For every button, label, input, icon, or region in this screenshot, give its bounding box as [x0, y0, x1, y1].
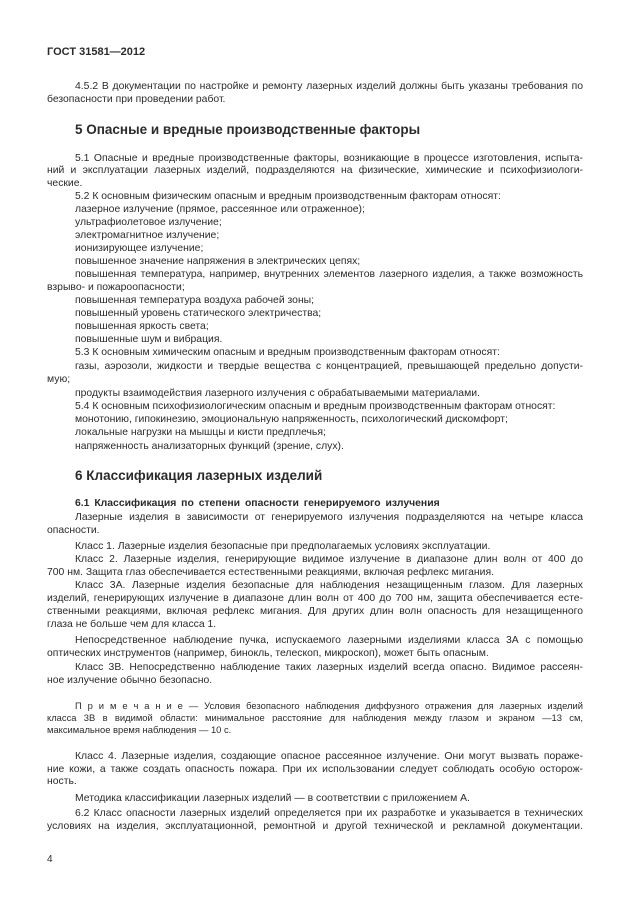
- section-heading: 5 Опасные и вредные производственные факторы: [75, 122, 421, 137]
- text-line: продукты взаимодействия лазерного излучения с обрабатываемыми материалами.: [75, 388, 480, 399]
- text-line: мую;: [47, 374, 71, 385]
- text-line: глаза не больше чем для класса 1.: [47, 619, 217, 630]
- page-number: 4: [47, 854, 53, 865]
- text-line: 5.4 К основным психофизиологическим опасным и вредным производственным факторам относят:: [75, 401, 556, 412]
- section-heading: 6 Классификация лазерных изделий: [75, 468, 323, 483]
- text-line: газы, аэрозоли, жидкости и твердые вещества с концентрацией, превышающей предельно допусти-: [75, 361, 583, 372]
- text-line: безопасности при проведении работ.: [47, 94, 226, 105]
- text-line: Класс 3А. Лазерные изделия безопасные для наблюдения незащищенным глазом. Для лазерных: [75, 580, 583, 591]
- text-line: изделий, генерирующих излучение в диапазоне длин волн от 400 до 700 нм, защита обеспечивается есте-: [47, 593, 583, 604]
- note-text: класса 3В в видимой области: минимальное расстояние для наблюдения между глазом и экраном —13 см,: [47, 712, 583, 723]
- text-line: 5.3 К основным химическим опасным и вредным производственным факторам относят:: [75, 347, 500, 358]
- text-line: повышенный уровень статического электричества;: [75, 308, 322, 319]
- text-line: Класс 3В. Непосредственно наблюдение таких лазерных изделий всегда опасно. Видимое рассеян-: [75, 662, 583, 673]
- text-line: Лазерные изделия в зависимости от генерируемого излучения подразделяются на четыре класса: [75, 512, 583, 523]
- text-line: Класс 2. Лазерные изделия, генерирующие видимое излучение в диапазоне длин волн от 400 до: [75, 554, 583, 565]
- text-line: электромагнитное излучение;: [75, 230, 220, 241]
- document-header: ГОСТ 31581—2012: [47, 46, 146, 58]
- text-line: ультрафиолетовое излучение;: [75, 217, 222, 228]
- text-line: взрыво- и пожароопасности;: [47, 282, 185, 293]
- text-line: повышенное значение напряжения в электрических цепях;: [75, 256, 361, 267]
- text-line: ческие.: [47, 178, 83, 189]
- text-line: монотонию, гипокинезию, эмоциональную напряженность, психологический дискомфорт;: [75, 414, 508, 425]
- text-line: 5.1 Опасные и вредные производственные факторы, возникающие в процессе изготовления, испыта-: [75, 153, 583, 164]
- text-line: ное излучение обычно безопасно.: [47, 675, 213, 686]
- text-line: локальные нагрузки на мышцы и кисти предплечья;: [75, 427, 326, 438]
- note-text: максимальное время наблюдения — 10 с.: [47, 724, 232, 735]
- text-line: напряженность анализаторных функций (зрение, слух).: [75, 441, 344, 452]
- text-line: опасности.: [47, 525, 100, 536]
- text-line: 700 нм. Защита глаз обеспечивается естественными реакциями, включая рефлекс мигания.: [47, 567, 494, 578]
- text-line: лазерное излучение (прямое, рассеянное или отраженное);: [75, 204, 365, 215]
- text-line: Непосредственное наблюдение пучка, испускаемого лазерными изделиями класса 3А с помощью: [75, 635, 583, 646]
- text-line: ность.: [47, 776, 77, 787]
- text-line: 5.2 К основным физическим опасным и вредным производственным факторам относят:: [75, 191, 501, 202]
- text-line: повышенная температура воздуха рабочей зоны;: [75, 295, 315, 306]
- text-line: повышенная яркость света;: [75, 321, 209, 332]
- text-line: ние кожи, а также создать опасность пожара. При их использовании следует соблюдать особую осторож-: [47, 764, 583, 775]
- subsection-heading: 6.1 Классификация по степени опасности генерируемого излучения: [75, 498, 440, 509]
- text-line: ственными реакциями, включая рефлекс мигания. Для других длин волн опасность для незащищенного: [47, 606, 583, 617]
- text-line: ний и эксплуатации лазерных изделий, подразделяются на физические, химические и психофизиологи-: [47, 165, 583, 176]
- text-line: Класс 4. Лазерные изделия, создающие опасное рассеянное излучение. Они могут вызвать пораже-: [75, 751, 583, 762]
- text-line: условиях на изделия, эксплуатационной, ремонтной и другой технической и рекламной документации.: [47, 821, 583, 832]
- text-line: оптических инструментов (например, бинокль, телескоп, микроскоп), может быть опасным.: [47, 648, 489, 659]
- text-line: Класс 1. Лазерные изделия безопасные при предполагаемых условиях эксплуатации.: [75, 541, 491, 552]
- text-line: повышенная температура, например, внутренних элементов лазерного изделия, а также возможность: [75, 269, 583, 280]
- text-line: ионизирующее излучение;: [75, 243, 204, 254]
- text-line: повышенные шум и вибрация.: [75, 334, 223, 345]
- text-line: 4.5.2 В документации по настройке и ремонту лазерных изделий должны быть указаны требования по: [75, 81, 583, 92]
- note-text: П р и м е ч а н и е — Условия безопасного наблюдения диффузного отражения для лазерных изделий: [75, 700, 583, 711]
- text-line: Методика классификации лазерных изделий — в соответствии с приложением А.: [75, 793, 470, 804]
- text-line: 6.2 Класс опасности лазерных изделий определяется при их разработке и указывается в технических: [75, 808, 583, 819]
